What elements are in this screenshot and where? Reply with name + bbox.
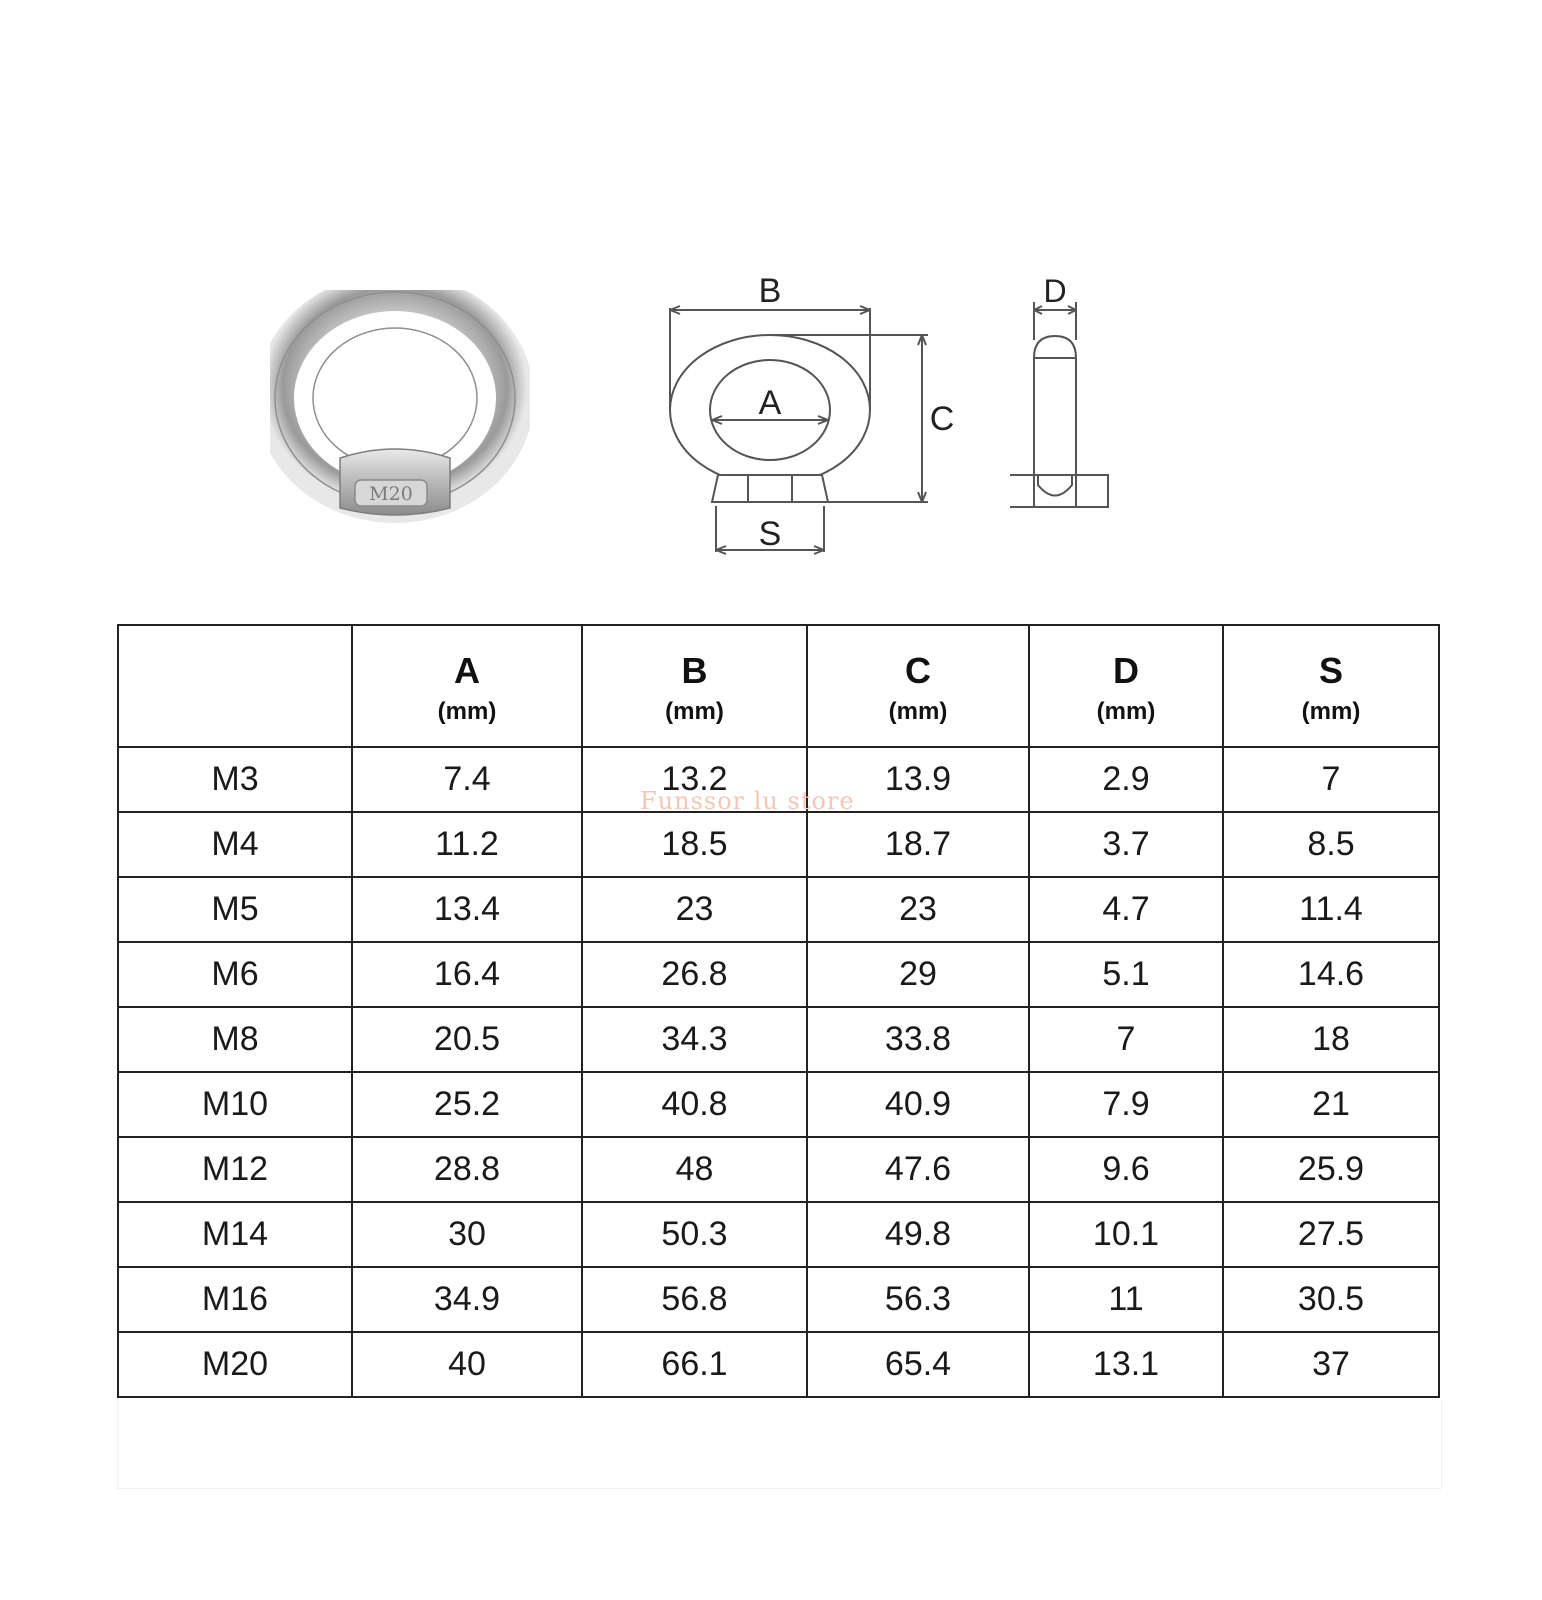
table-row	[118, 1072, 1439, 1137]
value-cell: 66.1	[582, 1332, 807, 1397]
col-unit: (mm)	[1301, 698, 1361, 725]
value-cell: 26.8	[582, 942, 807, 1007]
dim-label-d: D	[1043, 273, 1067, 309]
size-cell: M16	[118, 1267, 352, 1332]
col-letter: B	[681, 650, 708, 691]
value-cell: 11.4	[1223, 877, 1439, 942]
value-cell: 13.2	[582, 747, 807, 812]
size-cell: M14	[118, 1202, 352, 1267]
header-col-c	[807, 625, 1029, 747]
header-col-a	[352, 625, 582, 747]
size-cell: M6	[118, 942, 352, 1007]
dim-label-s: S	[758, 515, 782, 553]
value-cell: 11.2	[352, 812, 582, 877]
value-cell: 65.4	[807, 1332, 1029, 1397]
value-cell: 18.5	[582, 812, 807, 877]
value-cell: 56.3	[807, 1267, 1029, 1332]
value-cell: 13.1	[1029, 1332, 1223, 1397]
value-cell: 3.7	[1029, 812, 1223, 877]
value-cell: 49.8	[807, 1202, 1029, 1267]
dim-label-b: B	[758, 272, 782, 310]
col-letter: A	[454, 650, 480, 691]
value-cell: 33.8	[807, 1007, 1029, 1072]
value-cell: 10.1	[1029, 1202, 1223, 1267]
table-row	[118, 1332, 1439, 1397]
value-cell: 25.2	[352, 1072, 582, 1137]
value-cell: 40.8	[582, 1072, 807, 1137]
value-cell: 13.4	[352, 877, 582, 942]
value-cell: 23	[807, 877, 1029, 942]
col-letter: C	[905, 650, 931, 691]
value-cell: 7	[1223, 747, 1439, 812]
value-cell: 34.9	[352, 1267, 582, 1332]
size-cell: M3	[118, 747, 352, 812]
value-cell: 34.3	[582, 1007, 807, 1072]
header-col-s	[1223, 625, 1439, 747]
value-cell: 56.8	[582, 1267, 807, 1332]
size-cell: M4	[118, 812, 352, 877]
table-row	[118, 812, 1439, 877]
value-cell: 11	[1029, 1267, 1223, 1332]
size-cell: M10	[118, 1072, 352, 1137]
table-row	[118, 1267, 1439, 1332]
value-cell: 2.9	[1029, 747, 1223, 812]
value-cell: 16.4	[352, 942, 582, 1007]
value-cell: 20.5	[352, 1007, 582, 1072]
table-row	[118, 942, 1439, 1007]
value-cell: 40.9	[807, 1072, 1029, 1137]
value-cell: 4.7	[1029, 877, 1223, 942]
value-cell: 27.5	[1223, 1202, 1439, 1267]
value-cell: 29	[807, 942, 1029, 1007]
size-cell: M12	[118, 1137, 352, 1202]
header-col-b	[582, 625, 807, 747]
col-letter: D	[1113, 650, 1139, 691]
stamp-label: M20	[369, 483, 413, 505]
table-row	[118, 877, 1439, 942]
value-cell: 13.9	[807, 747, 1029, 812]
size-cell: M8	[118, 1007, 352, 1072]
value-cell: 18	[1223, 1007, 1439, 1072]
value-cell: 7.4	[352, 747, 582, 812]
table-row	[118, 1137, 1439, 1202]
value-cell: 28.8	[352, 1137, 582, 1202]
value-cell: 18.7	[807, 812, 1029, 877]
table-header-row	[118, 625, 1439, 747]
spec-table	[117, 624, 1440, 1398]
value-cell: 21	[1223, 1072, 1439, 1137]
table-row	[118, 1202, 1439, 1267]
col-unit: (mm)	[665, 698, 724, 725]
value-cell: 50.3	[582, 1202, 807, 1267]
watermark: Funssor lu store	[640, 787, 855, 815]
value-cell: 23	[582, 877, 807, 942]
col-unit: (mm)	[437, 698, 497, 725]
col-letter: S	[1318, 650, 1343, 691]
value-cell: 30	[352, 1202, 582, 1267]
header-col-d	[1029, 625, 1223, 747]
dim-label-a: A	[758, 384, 782, 422]
value-cell: 9.6	[1029, 1137, 1223, 1202]
side-view-diagram	[1010, 270, 1160, 540]
footer-blank-area	[117, 1398, 1442, 1489]
value-cell: 7	[1029, 1007, 1223, 1072]
col-unit: (mm)	[888, 698, 948, 725]
value-cell: 25.9	[1223, 1137, 1439, 1202]
value-cell: 7.9	[1029, 1072, 1223, 1137]
value-cell: 30.5	[1223, 1267, 1439, 1332]
value-cell: 40	[352, 1332, 582, 1397]
value-cell: 48	[582, 1137, 807, 1202]
value-cell: 37	[1223, 1332, 1439, 1397]
front-view-diagram	[660, 270, 960, 580]
eye-nut-photo	[270, 290, 530, 550]
header-size-cell	[118, 625, 352, 747]
size-cell: M5	[118, 877, 352, 942]
value-cell: 14.6	[1223, 942, 1439, 1007]
value-cell: 47.6	[807, 1137, 1029, 1202]
value-cell: 8.5	[1223, 812, 1439, 877]
table-row	[118, 1007, 1439, 1072]
value-cell: 5.1	[1029, 942, 1223, 1007]
table-row	[118, 747, 1439, 812]
col-unit: (mm)	[1096, 698, 1156, 725]
dim-label-c: C	[929, 400, 955, 438]
size-cell: M20	[118, 1332, 352, 1397]
